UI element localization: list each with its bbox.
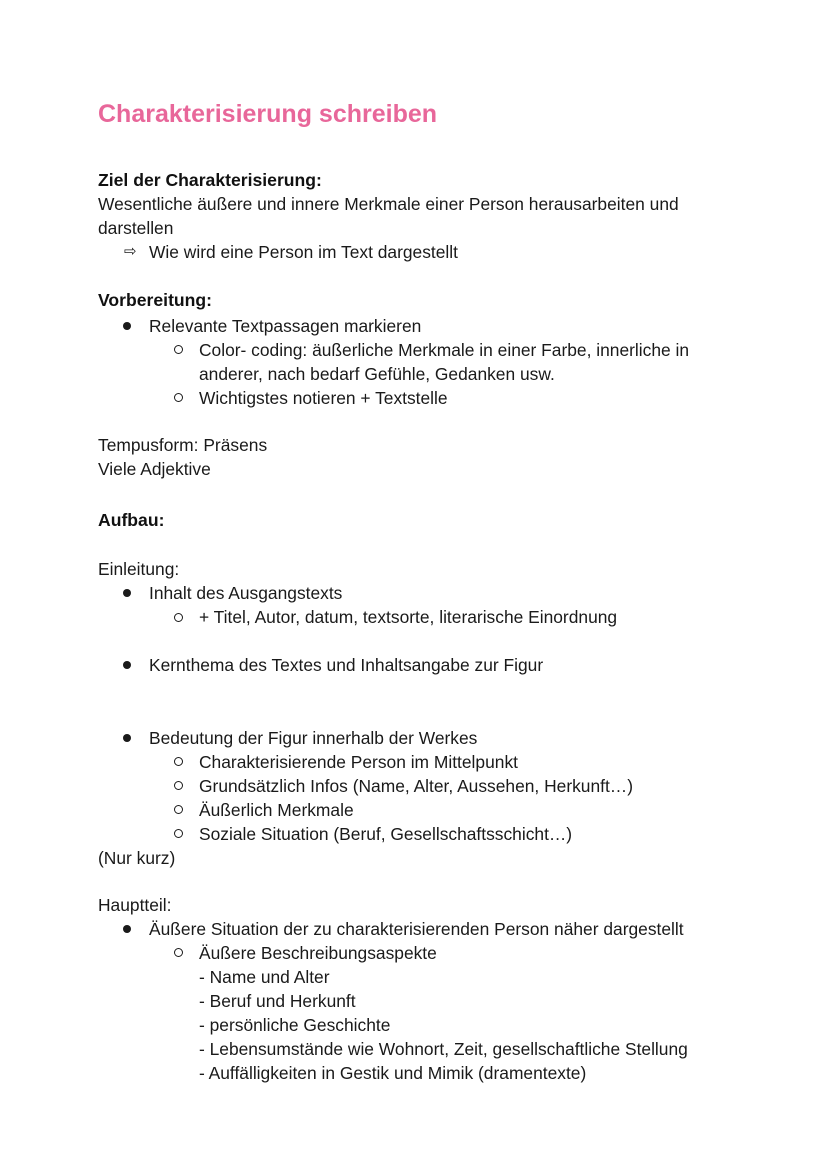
vorbereitung-sub2: Wichtigstes notieren + Textstelle <box>199 388 448 408</box>
einleitung-bullet3-sub1: Charakterisierende Person im Mittelpunkt <box>199 752 518 772</box>
circle-bullet-icon <box>174 345 183 354</box>
vorbereitung-bullet1: Relevante Textpassagen markieren <box>149 316 422 336</box>
ziel-heading: Ziel der Charakterisierung: <box>98 170 322 190</box>
circle-bullet-icon <box>174 393 183 402</box>
hauptteil-dash1: - Name und Alter <box>199 967 330 987</box>
einleitung-bullet1-sub1: + Titel, Autor, datum, textsorte, literarische Einordnung <box>199 607 618 627</box>
vorbereitung-heading: Vorbereitung: <box>98 290 213 310</box>
page-title: Charakterisierung schreiben <box>98 100 438 128</box>
circle-bullet-icon <box>174 829 183 838</box>
bullet-icon <box>123 589 131 597</box>
adjektive-note: Viele Adjektive <box>98 459 211 479</box>
bullet-icon <box>123 925 131 933</box>
einleitung-bullet3: Bedeutung der Figur innerhalb der Werkes <box>149 728 478 748</box>
einleitung-bullet1: Inhalt des Ausgangstexts <box>149 583 343 603</box>
hauptteil-bullet1-sub1: Äußere Beschreibungsaspekte <box>199 943 437 963</box>
arrow-right-icon: ⇨ <box>124 243 137 260</box>
einleitung-bullet3-sub3: Äußerlich Merkmale <box>199 800 354 820</box>
vorbereitung-sub1-line2: anderer, nach bedarf Gefühle, Gedanken usw. <box>199 364 555 384</box>
ziel-text-line1: Wesentliche äußere und innere Merkmale einer Person herausarbeiten und <box>98 194 679 214</box>
einleitung-bullet3-sub2: Grundsätzlich Infos (Name, Alter, Aussehen, Herkunft…) <box>199 776 633 796</box>
tempus-note: Tempusform: Präsens <box>98 435 268 455</box>
hauptteil-dash3: - persönliche Geschichte <box>199 1015 391 1035</box>
bullet-icon <box>123 322 131 330</box>
circle-bullet-icon <box>174 805 183 814</box>
aufbau-heading: Aufbau: <box>98 510 165 530</box>
hauptteil-dash4: - Lebensumstände wie Wohnort, Zeit, gesellschaftliche Stellung <box>199 1039 688 1059</box>
hauptteil-dash2: - Beruf und Herkunft <box>199 991 356 1011</box>
einleitung-bullet2: Kernthema des Textes und Inhaltsangabe zur Figur <box>149 655 544 675</box>
bullet-icon <box>123 661 131 669</box>
circle-bullet-icon <box>174 613 183 622</box>
ziel-text-line2: darstellen <box>98 218 174 238</box>
bullet-icon <box>123 734 131 742</box>
vorbereitung-sub1-line1: Color- coding: äußerliche Merkmale in einer Farbe, innerliche in <box>199 340 690 360</box>
hauptteil-dash5: - Auffälligkeiten in Gestik und Mimik (dramentexte) <box>199 1063 587 1083</box>
ziel-arrow-item: Wie wird eine Person im Text dargestellt <box>149 242 458 262</box>
circle-bullet-icon <box>174 948 183 957</box>
einleitung-bullet3-sub4: Soziale Situation (Beruf, Gesellschaftsschicht…) <box>199 824 573 844</box>
hauptteil-bullet1: Äußere Situation der zu charakterisierenden Person näher dargestellt <box>149 919 684 939</box>
hauptteil-label: Hauptteil: <box>98 895 172 915</box>
einleitung-note: (Nur kurz) <box>98 848 176 868</box>
circle-bullet-icon <box>174 757 183 766</box>
einleitung-label: Einleitung: <box>98 559 180 579</box>
circle-bullet-icon <box>174 781 183 790</box>
